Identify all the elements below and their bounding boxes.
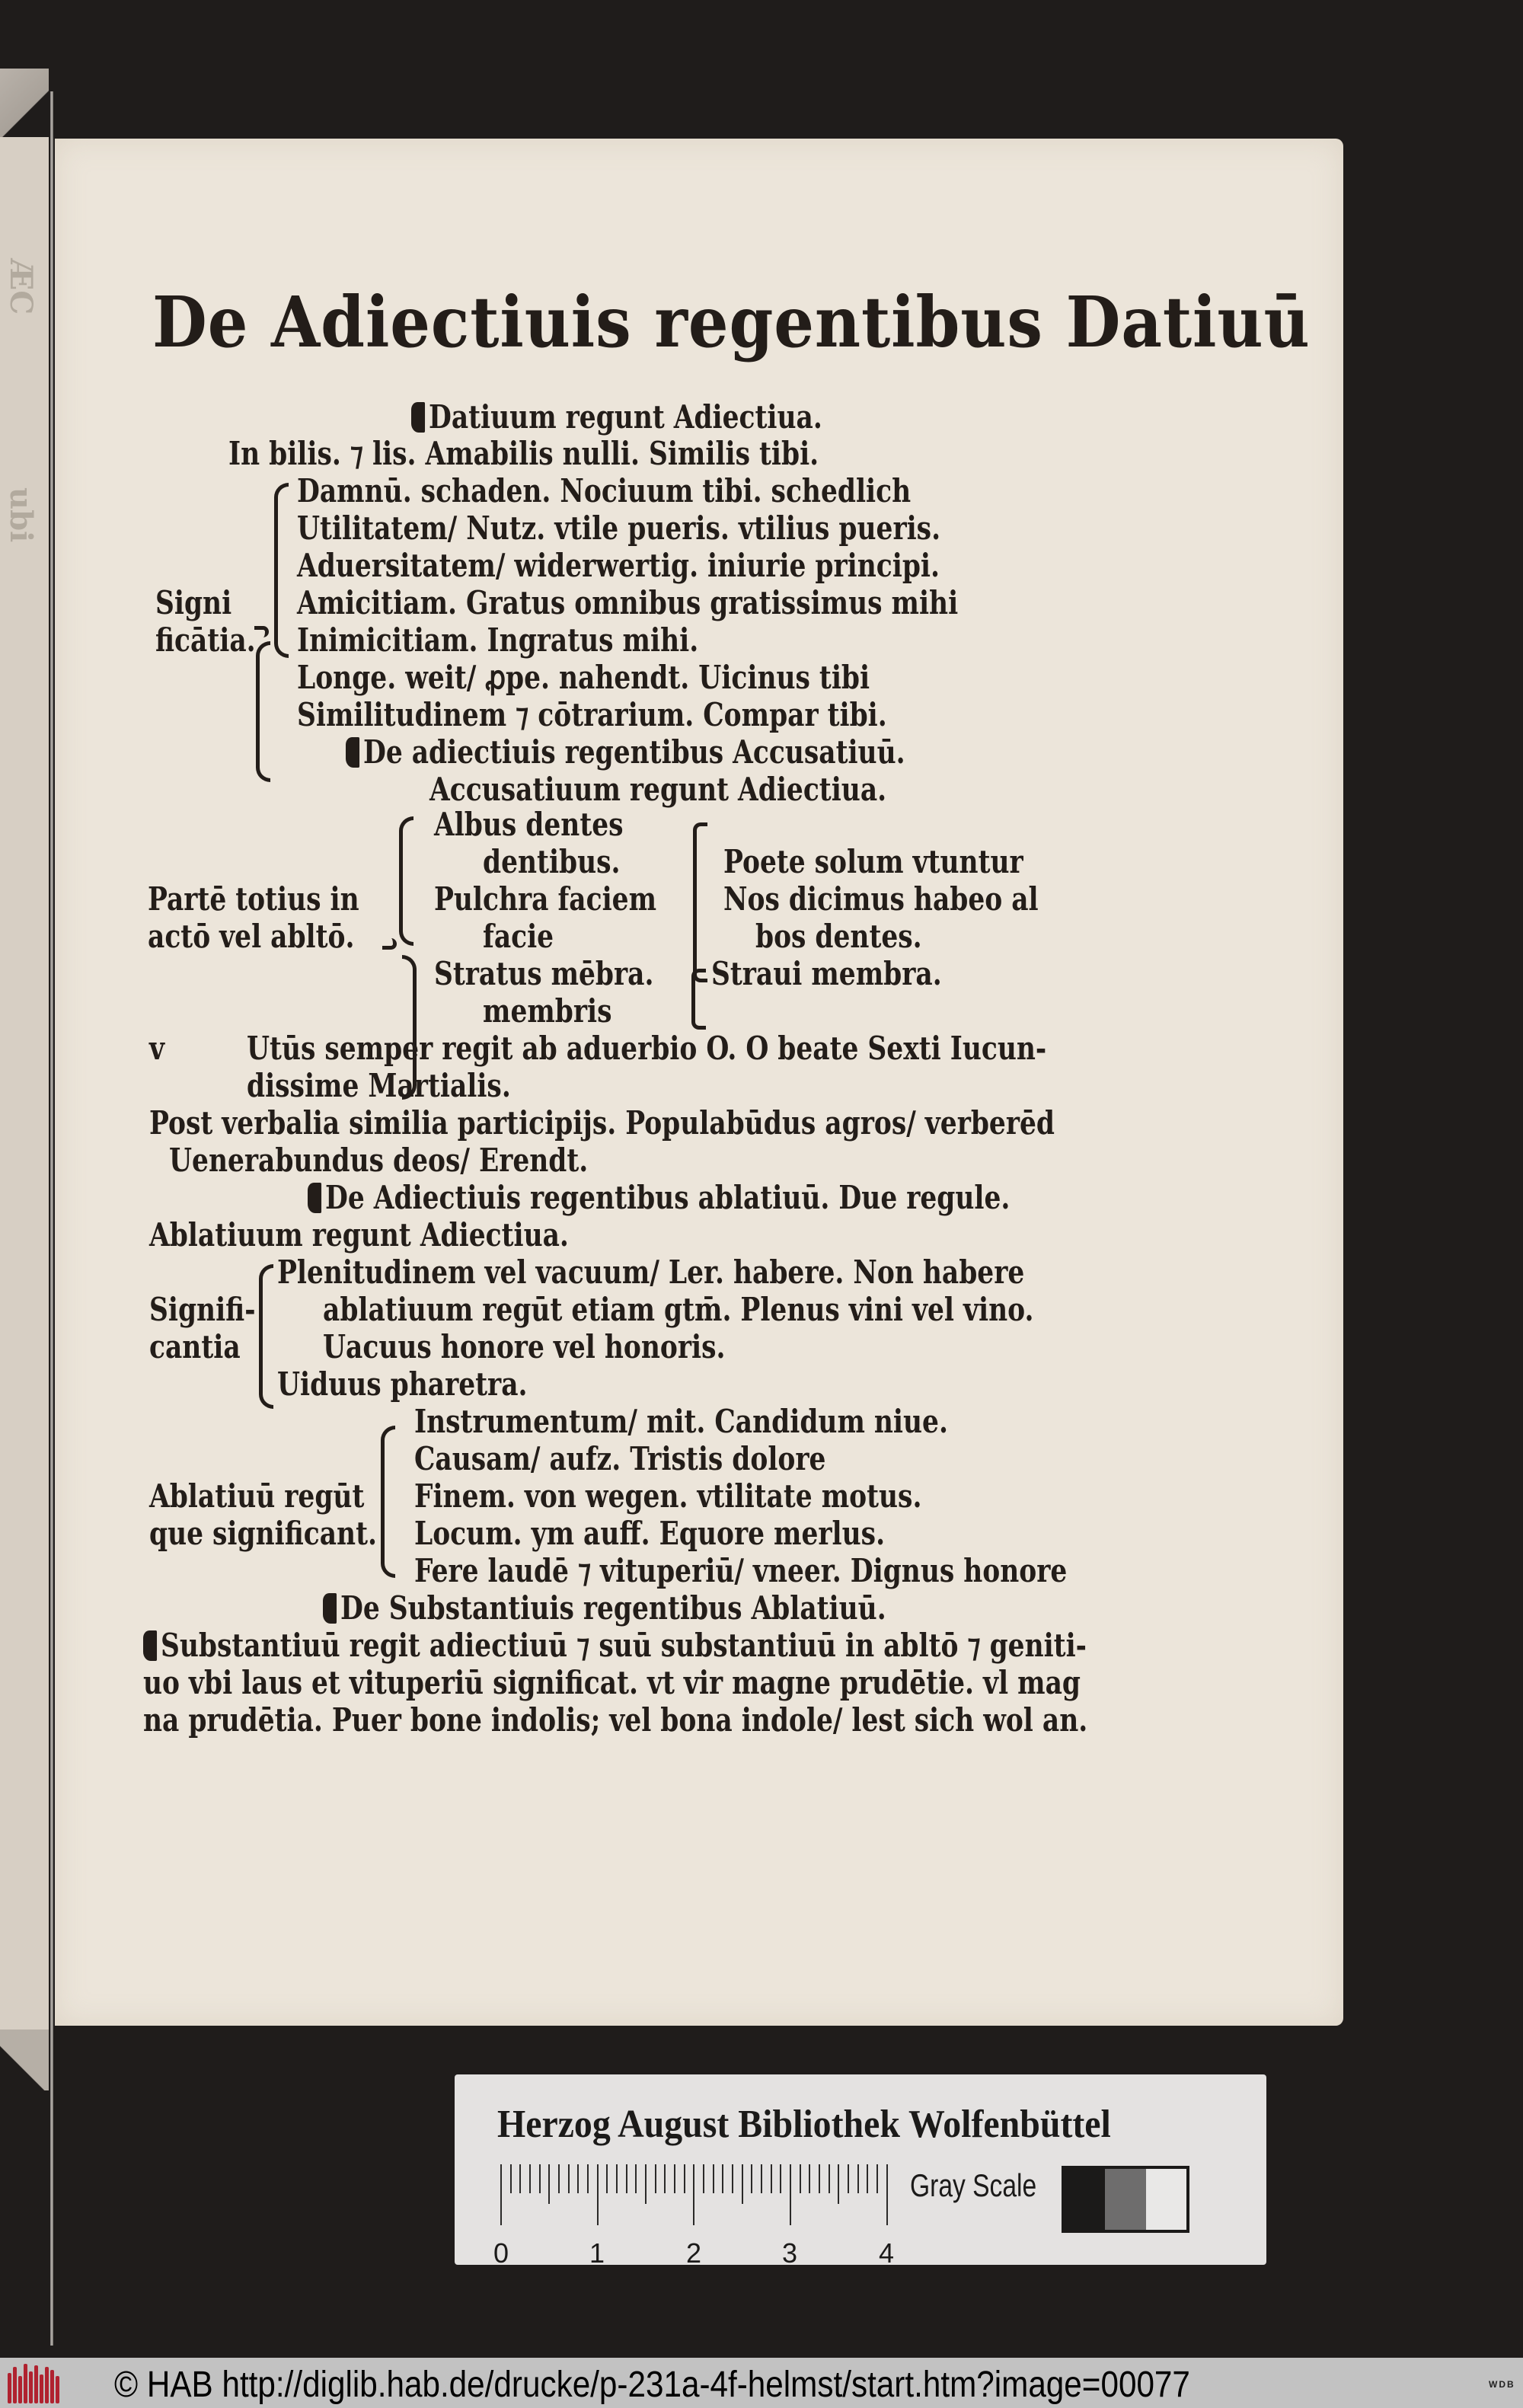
guide-letter: v <box>149 1030 165 1067</box>
ruler-label: 4 <box>878 2237 895 2269</box>
copyright-url[interactable]: © HAB http://diglib.hab.de/drucke/p-231a-4f-helmst/start.htm?image=00077 <box>114 2365 1190 2405</box>
text-line: Uiduus pharetra. <box>277 1365 528 1403</box>
pilcrow-icon <box>411 402 425 433</box>
brace <box>399 816 413 946</box>
margin-label: que significant. <box>149 1515 377 1552</box>
wdb-badge: WDB <box>1489 2379 1515 2390</box>
text-line: In bilis. ⁊ lis. Amabilis nulli. Similis tibi. <box>228 435 819 472</box>
text-line: Nos dicimus habeo al <box>723 880 1039 918</box>
margin-label: Signi <box>155 584 232 621</box>
text-line: Amicitiam. Gratus omnibus gratissimus mihi <box>297 584 959 621</box>
text-line: Utilitatem/ Nutz. vtile pueris. vtilius pueris. <box>297 509 941 547</box>
pilcrow-icon <box>143 1630 157 1661</box>
text-line: Straui membra. <box>711 955 942 992</box>
text-line: Accusatiuum regunt Adiectiua. <box>429 771 887 808</box>
swatch-gray <box>1105 2169 1145 2230</box>
pilcrow-icon <box>323 1593 337 1624</box>
text-line: bos dentes. <box>755 918 922 955</box>
ruler-label: 1 <box>589 2237 605 2269</box>
hab-logo-icon <box>6 2364 62 2403</box>
text-line: membris <box>483 992 612 1030</box>
margin-label: Signifi- <box>149 1291 256 1328</box>
section-heading: De Adiectiuis regentibus ablatiuū. Due regule. <box>308 1182 1010 1214</box>
brace <box>259 1264 273 1409</box>
ruler <box>493 2164 895 2269</box>
page-fold-corner <box>0 69 49 137</box>
ruler-label: 0 <box>493 2237 509 2269</box>
text-line: Uenerabundus deos/ Erendt. <box>169 1142 589 1179</box>
footer-bar <box>0 2358 1523 2408</box>
section-heading: De Substantiuis regentibus Ablatiuū. <box>323 1592 886 1624</box>
bleed-through-text: ÆC <box>3 259 39 315</box>
text-line: dissime Martialis. <box>247 1067 511 1104</box>
margin-label: Partē totius in <box>148 880 359 918</box>
swatch-white <box>1146 2169 1186 2230</box>
calibration-card <box>455 2074 1266 2269</box>
text-line: Poete solum vtuntur <box>723 843 1023 880</box>
margin-label: ficātia. <box>155 621 256 659</box>
brace <box>382 938 397 950</box>
gray-scale-swatch <box>1062 2166 1189 2233</box>
margin-label: cantia <box>149 1328 241 1365</box>
margin-label: Ablatiuū regūt <box>149 1477 365 1515</box>
text-line: Post verbalia similia participijs. Populabūdus agros/ verberēd <box>149 1104 1055 1142</box>
bleed-through-text: ubi <box>3 487 39 543</box>
brace <box>274 483 289 658</box>
text-line: Longe. weit/ ꝓpe. nahendt. Uicinus tibi <box>297 659 870 696</box>
text-line: Inimicitiam. Ingratus mihi. <box>297 621 699 659</box>
pilcrow-icon <box>346 737 359 768</box>
page-title: De Adiectiuis regentibus Datiuū <box>152 281 1311 363</box>
paragraph-line: uo vbi laus et vituperiū significat. vt vir magne prudētie. vl mag <box>143 1664 1081 1701</box>
section-heading: Datiuum regunt Adiectiua. <box>411 401 822 433</box>
library-name: Herzog August Bibliothek Wolfenbüttel <box>497 2103 1111 2146</box>
book-gutter <box>50 91 53 2346</box>
text-line: facie <box>483 918 554 955</box>
pilcrow-icon <box>308 1183 321 1213</box>
ruler-label: 3 <box>781 2237 798 2269</box>
text-line: Aduersitatem/ widerwertig. iniurie principi. <box>297 547 940 584</box>
text-line: Locum. ym auff. Equore merlus. <box>414 1515 886 1552</box>
text-line: Utūs semper regit ab aduerbio O. O beate Sexti Iucun- <box>247 1030 1047 1067</box>
page-fold-corner <box>0 2030 49 2090</box>
margin-label: actō vel abltō. <box>148 918 355 955</box>
bracket <box>691 969 706 1030</box>
text-line: Uacuus honore vel honoris. <box>323 1328 726 1365</box>
text-line: Instrumentum/ mit. Candidum niue. <box>414 1403 948 1440</box>
gray-scale-label: Gray Scale <box>910 2167 1037 2203</box>
previous-page-edge <box>0 137 49 2030</box>
text-line: dentibus. <box>483 843 621 880</box>
bracket <box>693 822 707 982</box>
text-line: Albus dentes <box>434 806 624 843</box>
paragraph-line: na prudētia. Puer bone indolis; vel bona indole/ lest sich wol an. <box>143 1701 1088 1739</box>
text-line: Damnū. schaden. Nociuum tibi. schedlich <box>297 472 912 509</box>
text-line: Pulchra faciem <box>434 880 657 918</box>
text-line: Causam/ aufz. Tristis dolore <box>414 1440 826 1477</box>
text-line: Stratus mēbra. <box>434 955 654 992</box>
ruler-label: 2 <box>685 2237 702 2269</box>
text-line: Plenitudinem vel vacuum/ Ler. habere. Non habere <box>277 1254 1025 1291</box>
swatch-black <box>1065 2169 1105 2230</box>
text-line: Ablatiuum regunt Adiectiua. <box>149 1216 569 1254</box>
brace <box>256 641 270 782</box>
section-heading: De adiectiuis regentibus Accusatiuū. <box>346 736 905 768</box>
text-line: ablatiuum regūt etiam gtm̄. Plenus vini vel vino. <box>323 1291 1034 1328</box>
text-line: Similitudinem ⁊ cōtrarium. Compar tibi. <box>297 696 887 733</box>
brace <box>254 626 269 637</box>
text-line: Finem. von wegen. vtilitate motus. <box>414 1477 922 1515</box>
brace <box>381 1426 395 1578</box>
paragraph-line: Substantiuū regit adiectiuū ⁊ suū substantiuū in abltō ⁊ geniti- <box>143 1630 1087 1662</box>
text-line: Fere laudē ⁊ vituperiū/ vneer. Dignus honore <box>414 1552 1068 1589</box>
book-page <box>55 139 1343 2026</box>
